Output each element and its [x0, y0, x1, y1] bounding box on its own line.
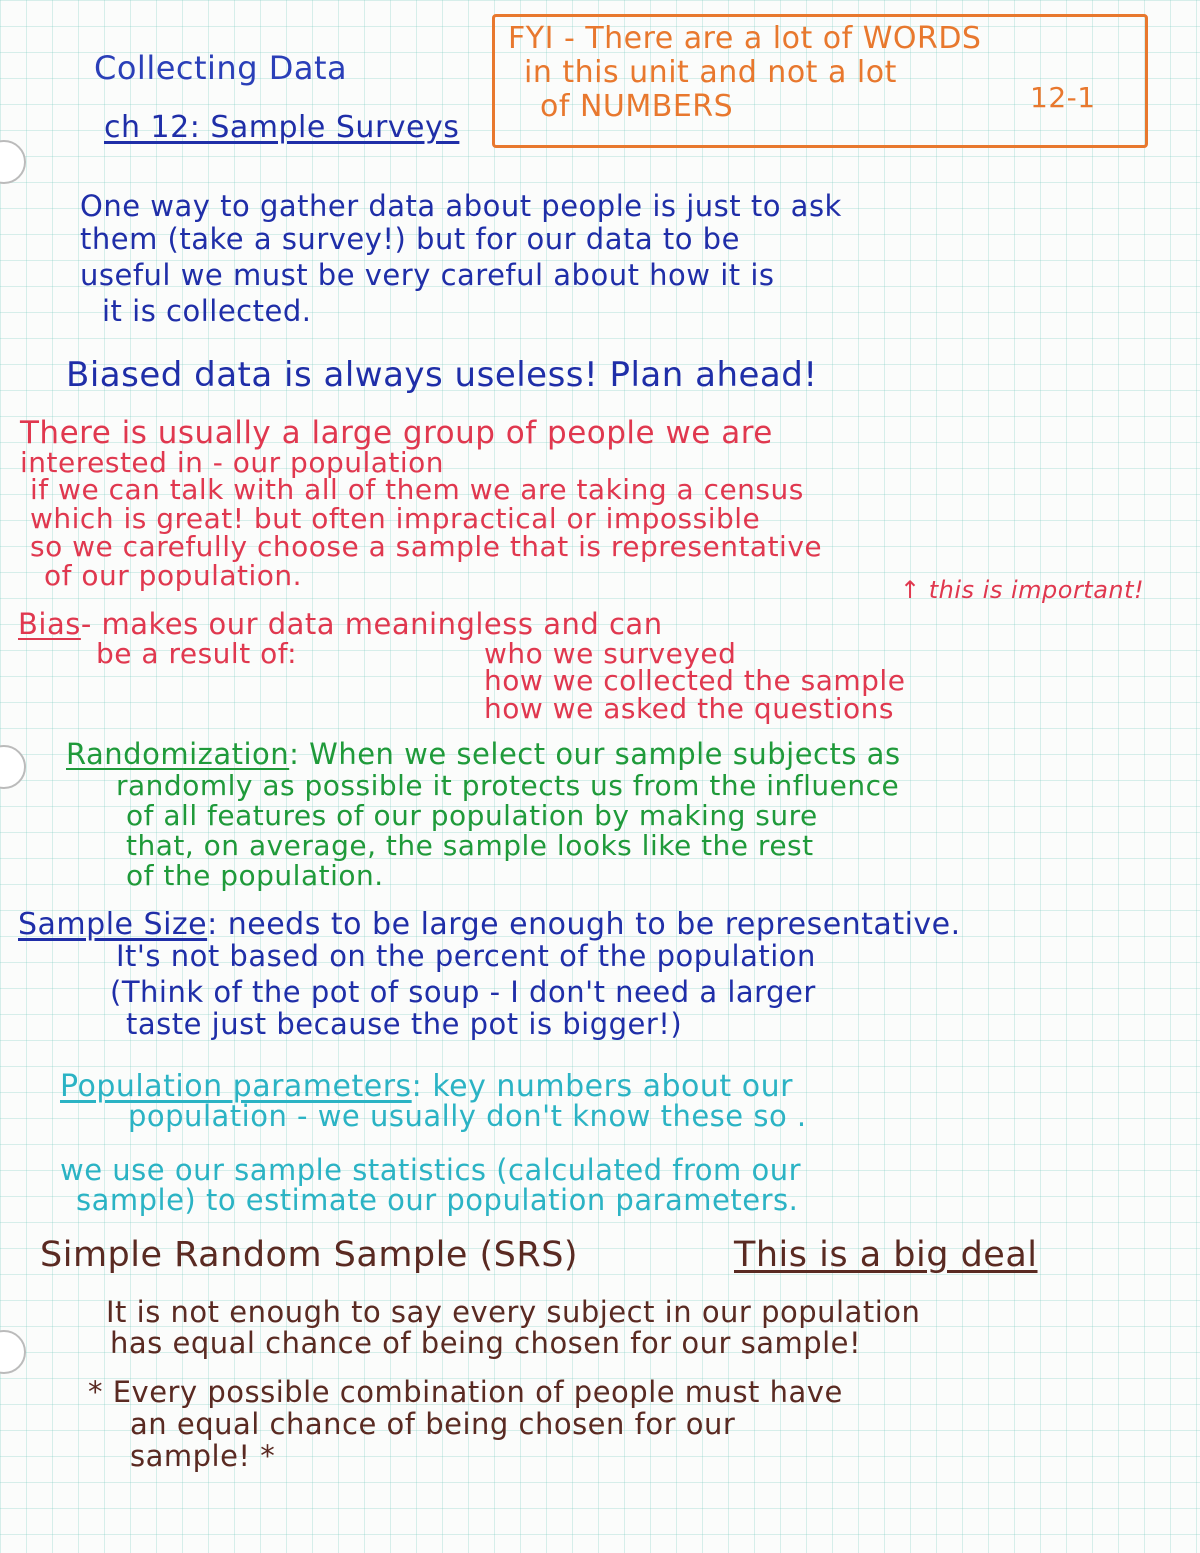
bias-item-1: who we surveyed: [484, 637, 737, 670]
srs-line-1: It is not enough to say every subject in our population: [106, 1295, 921, 1329]
randomization-line-5: of the population.: [126, 859, 384, 892]
chapter-title: ch 12: Sample Surveys: [104, 110, 460, 145]
srs-line-5: sample! *: [130, 1439, 276, 1473]
randomization-line-3: of all features of our population by making sure: [126, 799, 818, 832]
randomization-line-2: randomly as possible it protects us from the influence: [116, 769, 900, 802]
randomization-definition: : When we select our sample subjects as: [289, 737, 901, 771]
sample-size-line-1: [18, 907, 961, 942]
bias-term: Bias: [18, 607, 81, 641]
binder-hole-top: [0, 140, 26, 184]
biased-heading: Biased data is always useless! Plan ahead!: [66, 355, 818, 395]
bias-item-3: how we asked the questions: [484, 692, 894, 725]
parameters-line-3: we use our sample statistics (calculated from our: [60, 1153, 802, 1187]
randomization-line-1: [66, 737, 901, 771]
srs-line-4: an equal chance of being chosen for our: [130, 1407, 736, 1441]
parameters-line-4: sample) to estimate our population parameters.: [76, 1183, 799, 1217]
fyi-line-2: in this unit and not a lot: [524, 55, 897, 90]
page-title: Collecting Data: [94, 49, 348, 87]
binder-hole-bottom: [0, 1330, 26, 1374]
srs-note: This is a big deal: [734, 1235, 1038, 1275]
randomization-term: Randomization: [66, 737, 290, 771]
population-line-3: if we can talk with all of them we are taking a census: [30, 473, 804, 506]
parameters-line-1: [60, 1069, 793, 1104]
sample-size-line-4: taste just because the pot is bigger!): [126, 1007, 683, 1041]
population-line-5: so we carefully choose a sample that is representative: [30, 530, 823, 563]
important-note: ↑ this is important!: [900, 576, 1145, 604]
important-note-text: this is important!: [928, 576, 1145, 604]
sample-size-definition: : needs to be large enough to be representative.: [207, 907, 961, 942]
parameters-definition: : key numbers about our: [411, 1069, 793, 1104]
sample-size-line-3: (Think of the pot of soup - I don't need a larger: [110, 975, 816, 1009]
intro-line-2: them (take a survey!) but for our data to be: [80, 222, 740, 256]
sample-size-line-2: It's not based on the percent of the population: [116, 939, 816, 973]
fyi-line-3: of NUMBERS: [540, 89, 734, 124]
parameters-term: Population parameters: [60, 1069, 412, 1104]
randomization-line-4: that, on average, the sample looks like the rest: [126, 829, 814, 862]
fyi-line-1: FYI - There are a lot of WORDS: [508, 21, 982, 56]
srs-title: Simple Random Sample (SRS): [40, 1235, 579, 1275]
population-line-1: There is usually a large group of people we are: [20, 415, 773, 451]
population-line-2: interested in - our population: [20, 446, 445, 479]
srs-line-3: * Every possible combination of people must have: [88, 1375, 843, 1409]
parameters-line-2: population - we usually don't know these so .: [128, 1099, 807, 1133]
bias-line-1: [18, 607, 663, 641]
bias-item-2: how we collected the sample: [484, 664, 906, 697]
intro-line-3: useful we must be very careful about how it is: [80, 258, 775, 292]
intro-line-4: it is collected.: [102, 294, 312, 328]
population-line-6: of our population.: [44, 559, 303, 592]
bias-line-2: be a result of:: [96, 637, 297, 670]
bias-definition: - makes our data meaningless and can: [80, 607, 663, 641]
binder-hole-middle: [0, 745, 26, 789]
intro-line-1: One way to gather data about people is just to ask: [80, 189, 842, 223]
srs-line-2: has equal chance of being chosen for our sample!: [110, 1326, 862, 1360]
population-line-4: which is great! but often impractical or impossible: [30, 502, 761, 535]
page-number: 12-1: [1030, 81, 1096, 114]
sample-size-term: Sample Size: [18, 907, 208, 942]
